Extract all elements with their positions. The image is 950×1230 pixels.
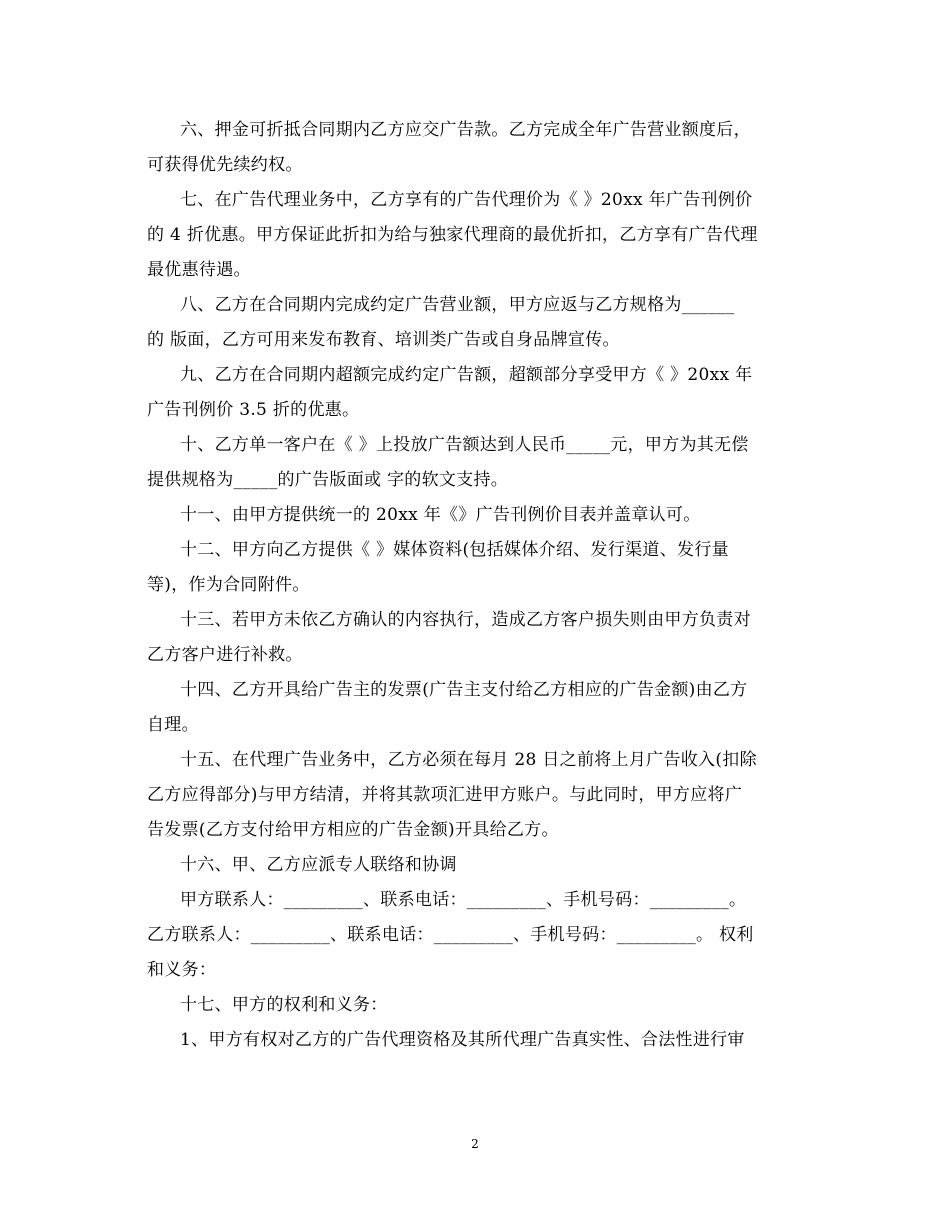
text-line: 广告刊例价 3.5 折的优惠。 (147, 400, 360, 420)
clause-6 (147, 113, 803, 183)
text-line: 十二、甲方向乙方提供《 》媒体资料(包括媒体介绍、发行渠道、发行量 (180, 540, 729, 560)
text-line: 乙方应得部分)与甲方结清，并将其款项汇进甲方账户。与此同时，甲方应将广 (147, 785, 743, 805)
text-line: 的 版面，乙方可用来发布教育、培训类广告或自身品牌宣传。 (147, 330, 620, 350)
text-line: 1、甲方有权对乙方的广告代理资格及其所代理广告真实性、合法性进行审 (180, 1030, 745, 1050)
clause-17-item-1 (147, 1023, 803, 1058)
text-line: 九、乙方在合同期内超额完成约定广告额，超额部分享受甲方《 》20xx 年 (180, 365, 753, 385)
text-line: 十六、甲、乙方应派专人联络和协调 (180, 855, 457, 875)
text-line: 十一、由甲方提供统一的 20xx 年《》广告刊例价目表并盖章认可。 (180, 505, 701, 525)
text-line: 乙方客户进行补救。 (147, 645, 303, 665)
text-line: 七、在广告代理业务中，乙方享有的广告代理价为《 》20xx 年广告刊例价 (180, 190, 753, 210)
clause-9 (147, 358, 803, 428)
clause-8 (147, 288, 803, 358)
clause-11 (147, 498, 803, 533)
text-line: 自理。 (147, 715, 199, 735)
clause-12 (147, 533, 803, 603)
clause-16 (147, 848, 803, 883)
clause-7 (147, 183, 803, 288)
text-line: 最优惠待遇。 (147, 260, 251, 280)
document-body (147, 113, 803, 1058)
text-line: 提供规格为_____的广告版面或 字的软文支持。 (147, 470, 509, 490)
text-line: 和义务： (147, 960, 217, 980)
text-line: 告发票(乙方支付给甲方相应的广告金额)开具给乙方。 (147, 820, 559, 840)
page-number: 2 (471, 1137, 479, 1151)
clause-14 (147, 673, 803, 743)
clause-13 (147, 603, 803, 673)
clause-17 (147, 988, 803, 1023)
text-line: 六、押金可折抵合同期内乙方应交广告款。乙方完成全年广告营业额度后， (180, 120, 751, 140)
text-line: 十三、若甲方未依乙方确认的内容执行，造成乙方客户损失则由甲方负责对 (180, 610, 751, 630)
text-line: 可获得优先续约权。 (147, 155, 303, 175)
text-line: 甲方联系人：_________、联系电话：_________、手机号码：_________。 (180, 890, 747, 910)
text-line: 乙方联系人：_________、联系电话：_________、手机号码：_________。 权利 (147, 925, 754, 945)
contact-info (147, 883, 803, 988)
text-line: 十五、在代理广告业务中，乙方必须在每月 28 日之前将上月广告收入(扣除 (180, 750, 757, 770)
clause-10 (147, 428, 803, 498)
text-line: 十四、乙方开具给广告主的发票(广告主支付给乙方相应的广告金额)由乙方 (180, 680, 748, 700)
text-line: 十、乙方单一客户在《 》上投放广告额达到人民币_____元，甲方为其无偿 (180, 435, 749, 455)
clause-15 (147, 743, 803, 848)
text-line: 等)，作为合同附件。 (147, 575, 310, 595)
text-line: 十七、甲方的权利和义务： (180, 995, 388, 1015)
text-line: 的 4 折优惠。甲方保证此折扣为给与独家代理商的最优折扣，乙方享有广告代理 (147, 225, 758, 245)
text-line: 八、乙方在合同期内完成约定广告营业额，甲方应返与乙方规格为______ (180, 295, 735, 315)
